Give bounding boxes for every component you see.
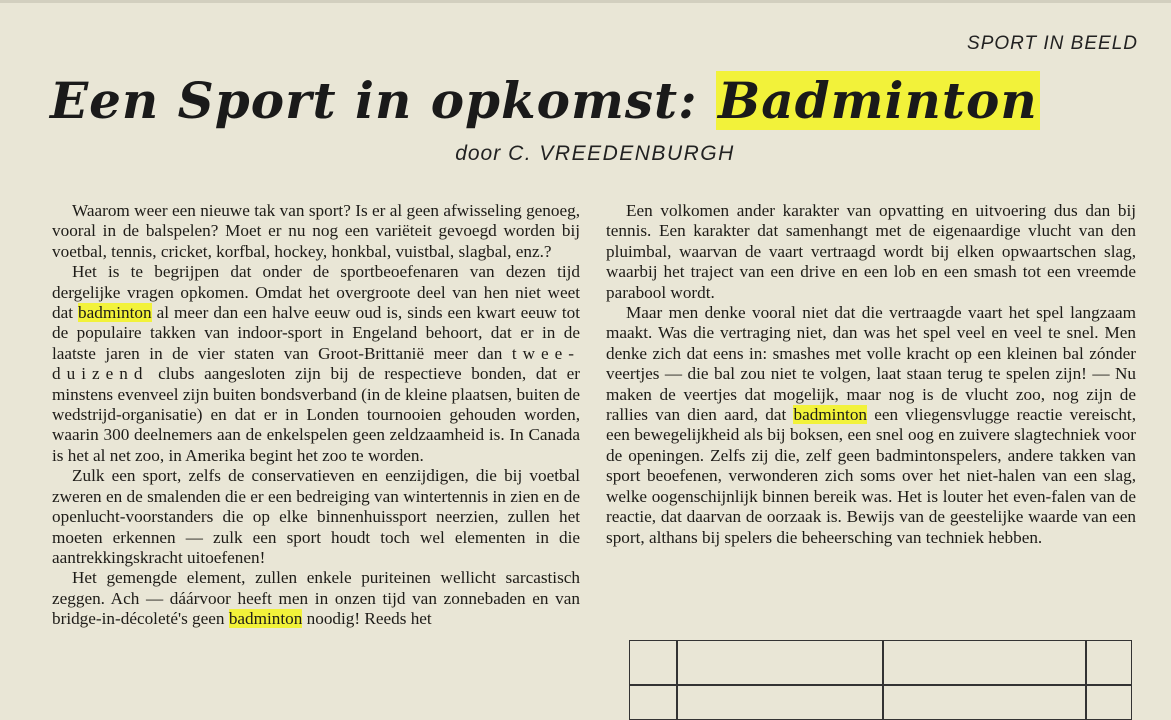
right-paragraph-2	[606, 303, 1136, 548]
byline-prefix: door	[455, 142, 502, 165]
byline-author: C. VREEDENBURGH	[508, 142, 735, 165]
headline	[50, 70, 1140, 132]
diagram-line	[630, 684, 1131, 686]
text-run: Maar men denke vooral niet dat die vertraagde vaart het spel langzaam maakt. Was die vertraging niet, dan was het spel veel en veel te snel. Men denke zich dat eens in: smashes met volle kracht op een kleinen bal zónder veertjes — die bal zou niet te volgen, laat staan terug te spelen zijn! — Nu maken de veertjes dat mogelijk, maar nog is de vlucht zoo, nog zijn de rallies van dien aard, dat	[606, 303, 1136, 425]
diagram-line	[1085, 641, 1087, 719]
court-diagram	[629, 640, 1132, 720]
left-paragraph-4	[52, 568, 580, 629]
top-rule	[0, 0, 1171, 3]
badminton-highlight: badminton	[228, 609, 303, 629]
diagram-line	[882, 641, 884, 719]
right-paragraph-1: Een volkomen ander karakter van opvatting en uitvoering dus dan bij tennis. Een karakter dat samenhangt met de eigenaardige vlucht van den pluimbal, waarvan de vaart vertraagd wordt bij elken opwaartschen slag, waarbij het traject van een drive en een lob en een smash tot een vreemde parabool wordt.	[606, 201, 1136, 302]
diagram-line	[676, 641, 678, 719]
headline-text: Een Sport in opkomst:	[50, 71, 717, 130]
badminton-highlight: badminton	[793, 405, 868, 425]
text-run: Het is te begrijpen dat onder de sportbeoefenaren van dezen tijd dergelijke vragen opkomen. Omdat het overgroote deel van hen niet weet dat	[52, 262, 580, 323]
section-label: SPORT IN BEELD	[967, 33, 1138, 54]
text-run: al meer dan een halve eeuw oud is, sinds een kwart eeuw tot de populaire takken van indoor-sport in Engeland behoort, dat er in de laatste jaren in de vier staten van Groot-Brittanië meer dan	[52, 303, 581, 363]
left-paragraph-3: Zulk een sport, zelfs de conservatieven en eenzijdigen, die bij voetbal zweren en de smalenden die er een bedreiging van wintertennis in zien en de openlucht-voorstanders die op elke binnenhuissport neerzien, zullen het moeten erkennen — zulk een sport houdt toch wel elementen in die aantrekkingskracht uitoefenen!	[52, 466, 580, 567]
left-column	[52, 201, 580, 630]
text-run: Het gemengde element, zullen enkele puriteinen wellicht sarcastisch zeggen. Ach — dáárvoor heeft men in onzen tijd van zonnebaden en van bridge-in-décoleté's geen	[52, 568, 580, 629]
left-paragraph-2	[52, 262, 580, 466]
byline	[0, 142, 1171, 166]
left-paragraph-1: Waarom weer een nieuwe tak van sport? Is er al geen afwisseling genoeg, vooral in de balspelen? Moet er nu nog een variëteit gevoegd worden bij voetbal, tennis, cricket, korfbal, hockey, honkbal, vuistbal, slagbal, enz.?	[52, 201, 580, 261]
text-run: noodig! Reeds het	[302, 609, 432, 629]
text-run: clubs aangesloten zijn bij de respectieve bonden, dat er minstens evenveel zijn buiten bondsverband (in de kleine plaatsen, buiten de wedstrijd-organisatie) en dat er in Londen tournooien gehouden worden, waarin 300 deelnemers aan de enkelspelen geen zeldzaamheid is. In Canada is het al net zoo, in Amerika begint het zoo te worden.	[52, 364, 580, 465]
right-column	[606, 201, 1136, 548]
badminton-highlight: badminton	[78, 303, 152, 323]
spaced-text: twee-duizend	[52, 343, 580, 384]
text-run: een vliegensvlugge reactie vereischt, een bewegelijkheid als bij boksen, een snel oog en zuivere slagtechniek voor de openingen. Zelfs zij die, zelf geen badmintonspelers, andere takken van sport beoefenen, verwonderen zich soms over het niet-halen van een slag, welke oogenschijnlijk binnen bereik was. Het is louter het even-falen van de reactie, dat daarvan de oorzaak is. Bewijs van de geestelijke waarde van een sport, althans bij spelers die beheersching van techniek hebben.	[606, 405, 1137, 547]
headline-highlight: Badminton	[718, 71, 1038, 130]
